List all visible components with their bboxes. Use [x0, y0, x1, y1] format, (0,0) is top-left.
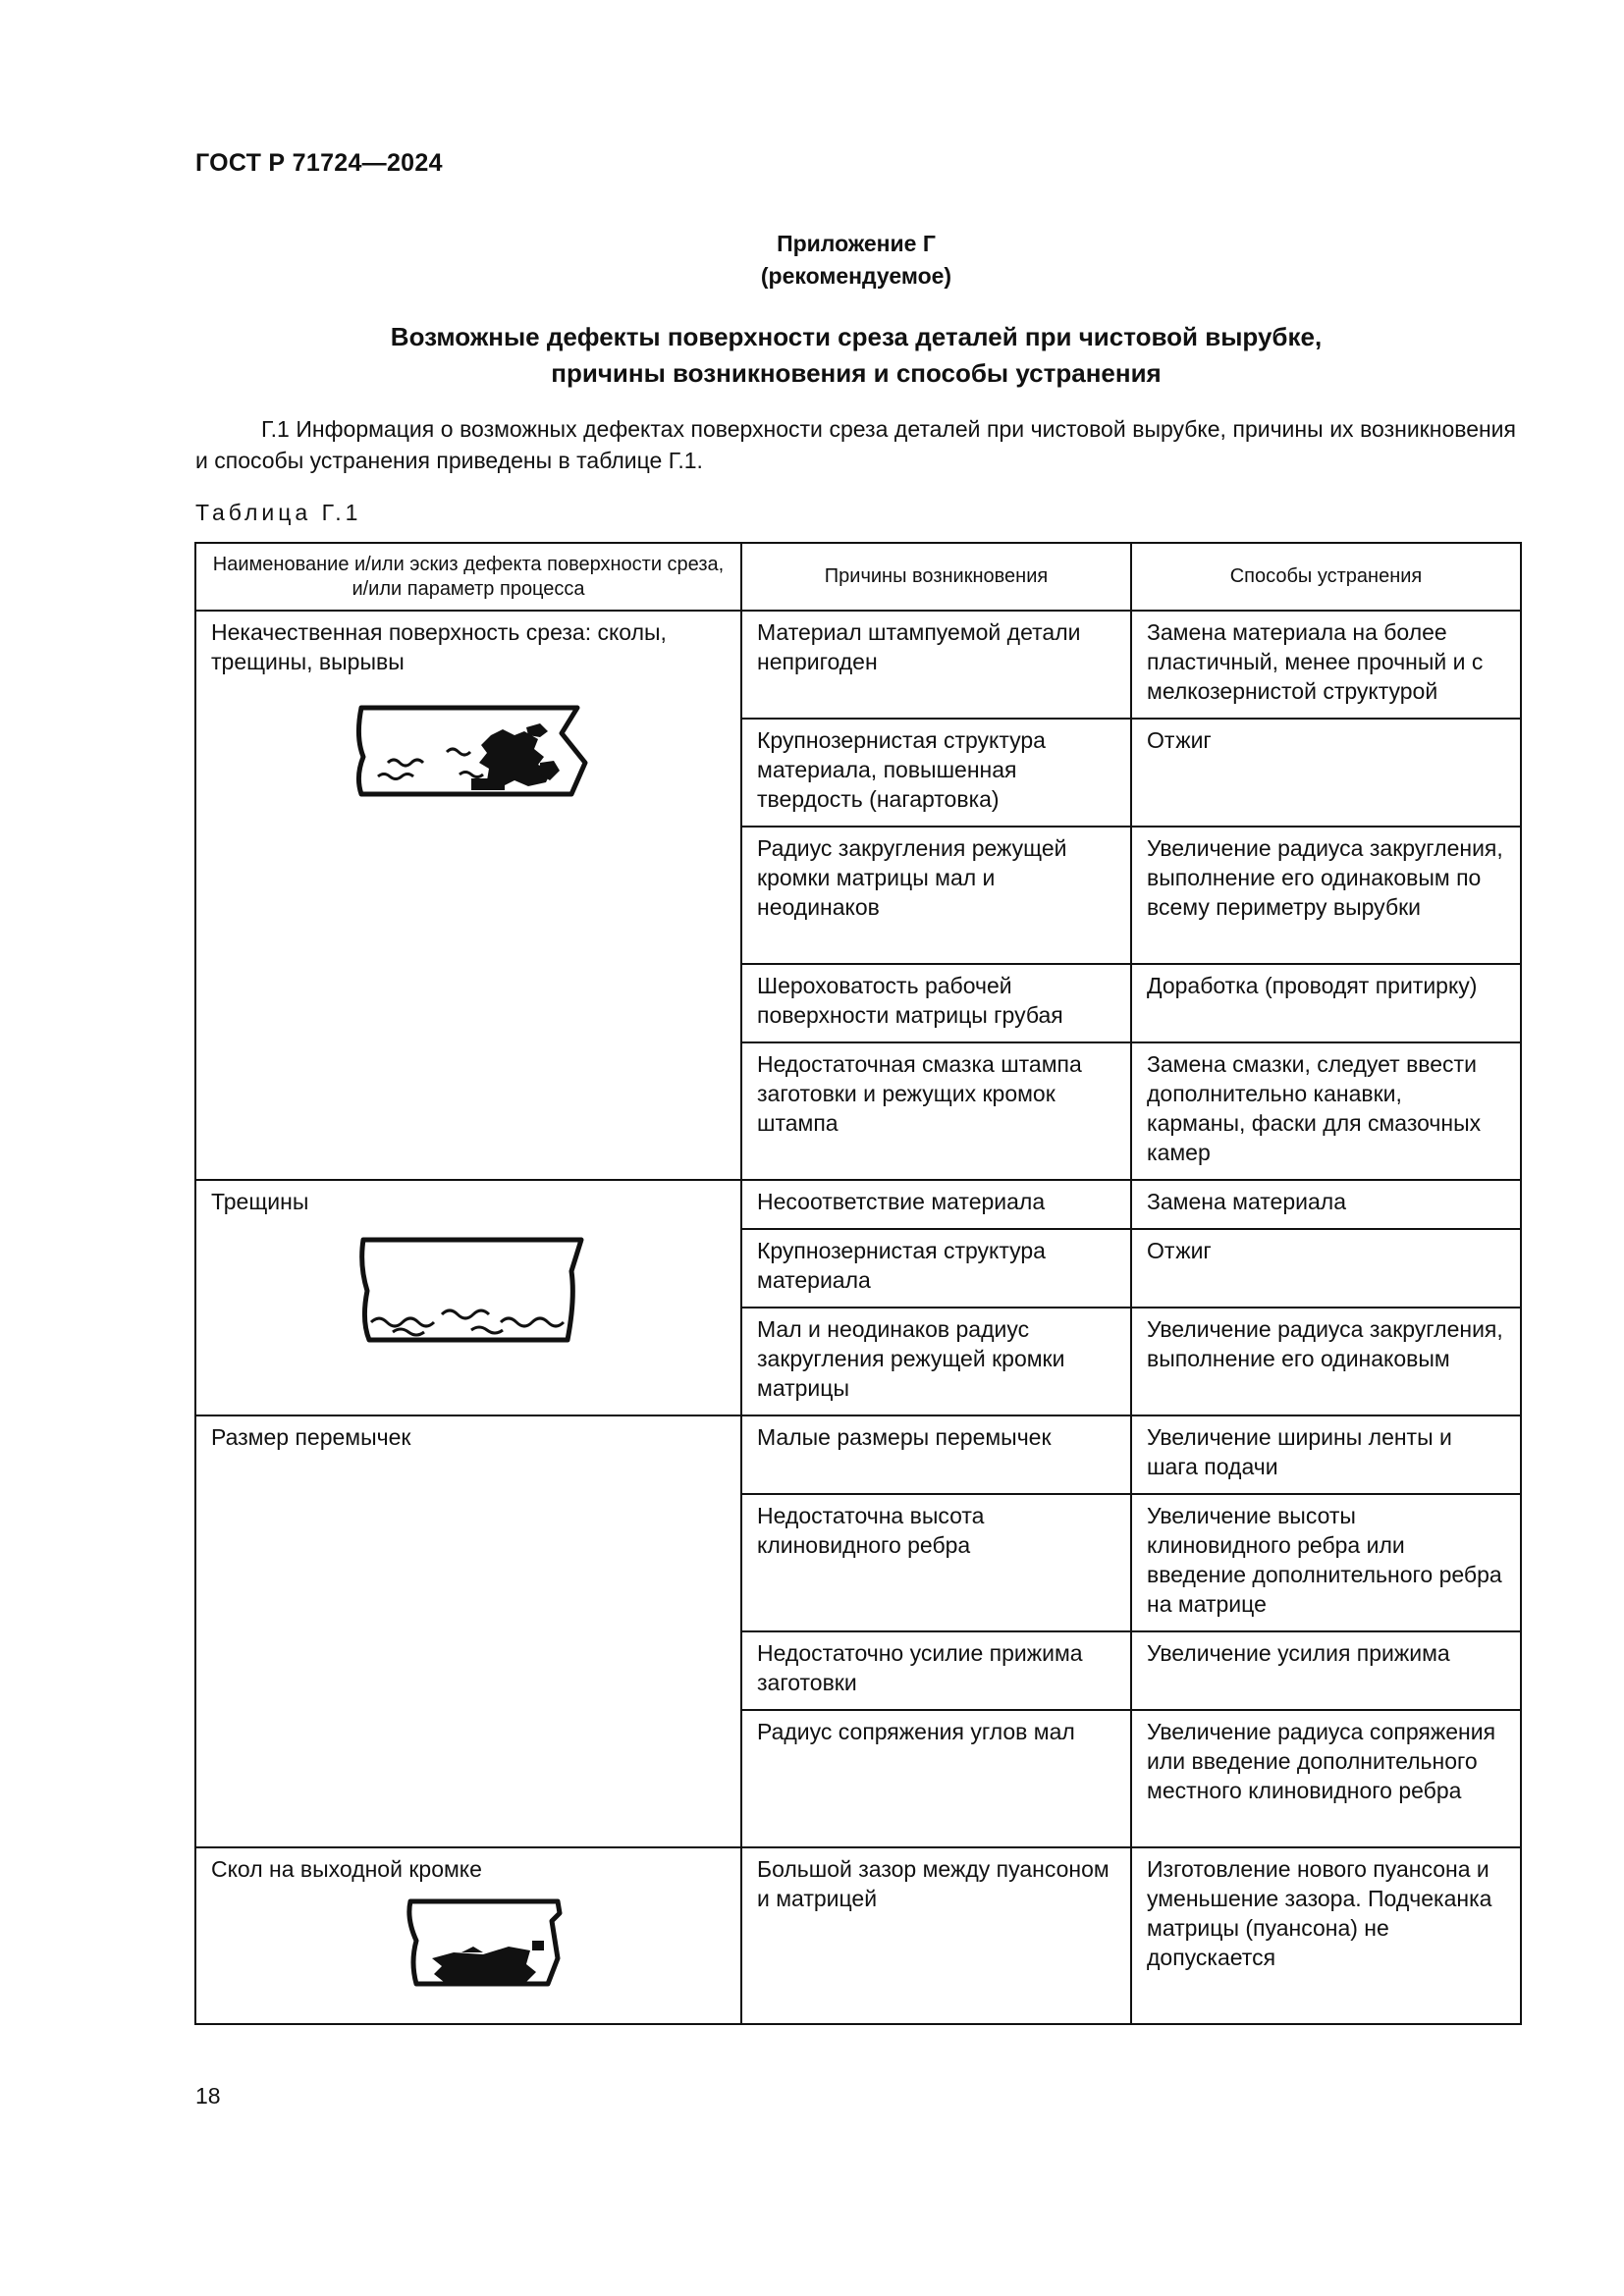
cause-cell: Мал и неодинаков радиус закругления режущей кромки матрицы — [741, 1308, 1131, 1415]
chipped-cut-surface-sketch-icon — [353, 698, 589, 806]
defect-cell: Размер перемычек — [195, 1415, 741, 1847]
cause-cell: Крупнозернистая структура материала — [741, 1229, 1131, 1308]
header-defect: Наименование и/или эскиз дефекта поверхности среза, и/или параметр процесса — [195, 543, 741, 611]
remedy-cell: Увеличение радиуса закругления, выполнение его одинаковым по всему периметру вырубки — [1131, 827, 1521, 964]
table-row — [195, 1180, 1521, 1229]
defect-name: Скол на выходной кромке — [211, 1856, 482, 1882]
remedy-cell: Замена смазки, следует ввести дополнительно канавки, карманы, фаски для смазочных камер — [1131, 1042, 1521, 1180]
intro-paragraph: Г.1 Информация о возможных дефектах поверхности среза деталей при чистовой вырубке, причины их возникновения и способы устранения приведены в таблице Г.1. — [195, 416, 1516, 473]
remedy-cell: Увеличение радиуса закругления, выполнение его одинаковым — [1131, 1308, 1521, 1415]
cause-cell: Недостаточная смазка штампа заготовки и режущих кромок штампа — [741, 1042, 1131, 1180]
page-number: 18 — [195, 2083, 221, 2109]
remedy-cell: Увеличение высоты клиновидного ребра или введение дополнительного ребра на матрице — [1131, 1494, 1521, 1631]
table-row — [195, 1847, 1521, 2024]
remedy-cell: Увеличение усилия прижима — [1131, 1631, 1521, 1710]
cause-cell: Большой зазор между пуансоном и матрицей — [741, 1847, 1131, 2024]
cause-cell: Шероховатость рабочей поверхности матрицы грубая — [741, 964, 1131, 1042]
remedy-cell: Изготовление нового пуансона и уменьшение зазора. Подчеканка матрицы (пуансона) не допускается — [1131, 1847, 1521, 2024]
page-title-line-2: причины возникновения и способы устранения — [551, 358, 1162, 388]
cause-cell: Несоответствие материала — [741, 1180, 1131, 1229]
header-remedy: Способы устранения — [1131, 543, 1521, 611]
defect-cell — [195, 1180, 741, 1415]
cause-cell: Малые размеры перемычек — [741, 1415, 1131, 1494]
document-code: ГОСТ Р 71724—2024 — [195, 149, 443, 177]
remedy-cell: Увеличение ширины ленты и шага подачи — [1131, 1415, 1521, 1494]
defect-cell — [195, 611, 741, 1180]
defect-name: Трещины — [211, 1189, 309, 1214]
defects-table — [194, 542, 1522, 2025]
remedy-cell: Замена материала — [1131, 1180, 1521, 1229]
table-row — [195, 1415, 1521, 1494]
remedy-cell: Замена материала на более пластичный, менее прочный и с мелкозернистой структурой — [1131, 611, 1521, 719]
header-cause: Причины возникновения — [741, 543, 1131, 611]
defect-cell — [195, 1847, 741, 2024]
remedy-cell: Доработка (проводят притирку) — [1131, 964, 1521, 1042]
cause-cell: Радиус сопряжения углов мал — [741, 1710, 1131, 1847]
appendix-status: (рекомендуемое) — [760, 263, 952, 289]
remedy-cell: Отжиг — [1131, 719, 1521, 827]
appendix-heading — [0, 228, 1624, 293]
page-title — [0, 319, 1624, 392]
table-header-row — [195, 543, 1521, 611]
appendix-label: Приложение Г — [777, 231, 936, 256]
remedy-cell: Увеличение радиуса сопряжения или введение дополнительного местного клиновидного ребра — [1131, 1710, 1521, 1847]
cause-cell: Крупнозернистая структура материала, повышенная твердость (нагартовка) — [741, 719, 1131, 827]
table-caption: Таблица Г.1 — [195, 500, 362, 525]
defect-name: Некачественная поверхность среза: сколы, трещины, вырывы — [211, 619, 667, 674]
table-row — [195, 611, 1521, 719]
cause-cell: Недостаточна высота клиновидного ребра — [741, 1494, 1131, 1631]
cause-cell: Недостаточно усилие прижима заготовки — [741, 1631, 1131, 1710]
exit-edge-chip-sketch-icon — [403, 1894, 569, 1997]
cracks-sketch-icon — [353, 1232, 589, 1350]
cause-cell: Радиус закругления режущей кромки матрицы мал и неодинаков — [741, 827, 1131, 964]
remedy-cell: Отжиг — [1131, 1229, 1521, 1308]
cause-cell: Материал штампуемой детали непригоден — [741, 611, 1131, 719]
page-title-line-1: Возможные дефекты поверхности среза деталей при чистовой вырубке, — [390, 322, 1323, 351]
